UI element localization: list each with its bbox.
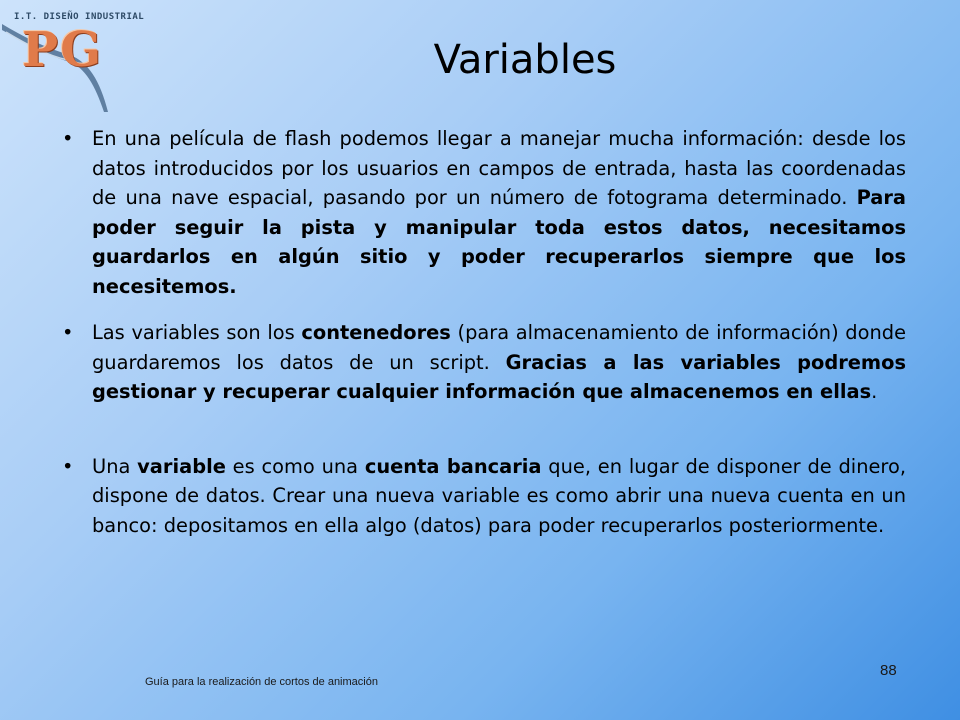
bullet-text: es como una [225, 454, 365, 478]
bullet-bold-text: cuenta bancaria [364, 454, 542, 478]
bullet-dot-icon: • [62, 127, 74, 150]
bullet-text: Una [92, 454, 138, 478]
bullet-text: que, en lugar de disponer de dinero, dispone de datos. Crear una nueva variable es como abrir una nueva cuenta en un banco: depositamos en ella algo (datos) para poder recuperarlos posteriormente. [92, 454, 906, 537]
bullet-bold-text: Gracias a las variables podremos gestionar y recuperar cualquier información que almacenemos en ellas [92, 350, 907, 403]
footer-text: Guía para la realización de cortos de animación [145, 676, 378, 688]
bullet-item [60, 318, 906, 407]
bullet-bold-text: variable [137, 454, 226, 478]
page-number: 88 [880, 662, 897, 679]
bullet-list [60, 124, 906, 540]
bullet-dot-icon: • [62, 321, 74, 344]
bullet-bold-text: Para poder seguir la pista y manipular toda estos datos, necesitamos guardarlos en algún sitio y poder recuperarlos siempre que los necesitemos. [92, 186, 906, 298]
bullet-text: En una película de flash podemos llegar a manejar mucha información: desde los datos introducidos por los usuarios en campos de entrada, hasta las coordenadas de una nave espacial, pasando por un número de fotograma determinado. [92, 127, 906, 209]
bullet-bold-text: contenedores [301, 321, 451, 344]
bullet-dot-icon: • [62, 454, 74, 478]
bullet-text: . [871, 380, 878, 403]
bullet-item [60, 452, 906, 541]
bullet-text: Las variables son los [92, 321, 302, 344]
bullet-item [60, 124, 906, 301]
logo-letters: PG [22, 22, 104, 78]
bullet-text: (para almacenamiento de información) donde guardaremos los datos de un script. [92, 321, 906, 374]
slide-title: Variables [433, 37, 617, 83]
logo-caption: I.T. DISEÑO INDUSTRIAL [14, 12, 145, 22]
